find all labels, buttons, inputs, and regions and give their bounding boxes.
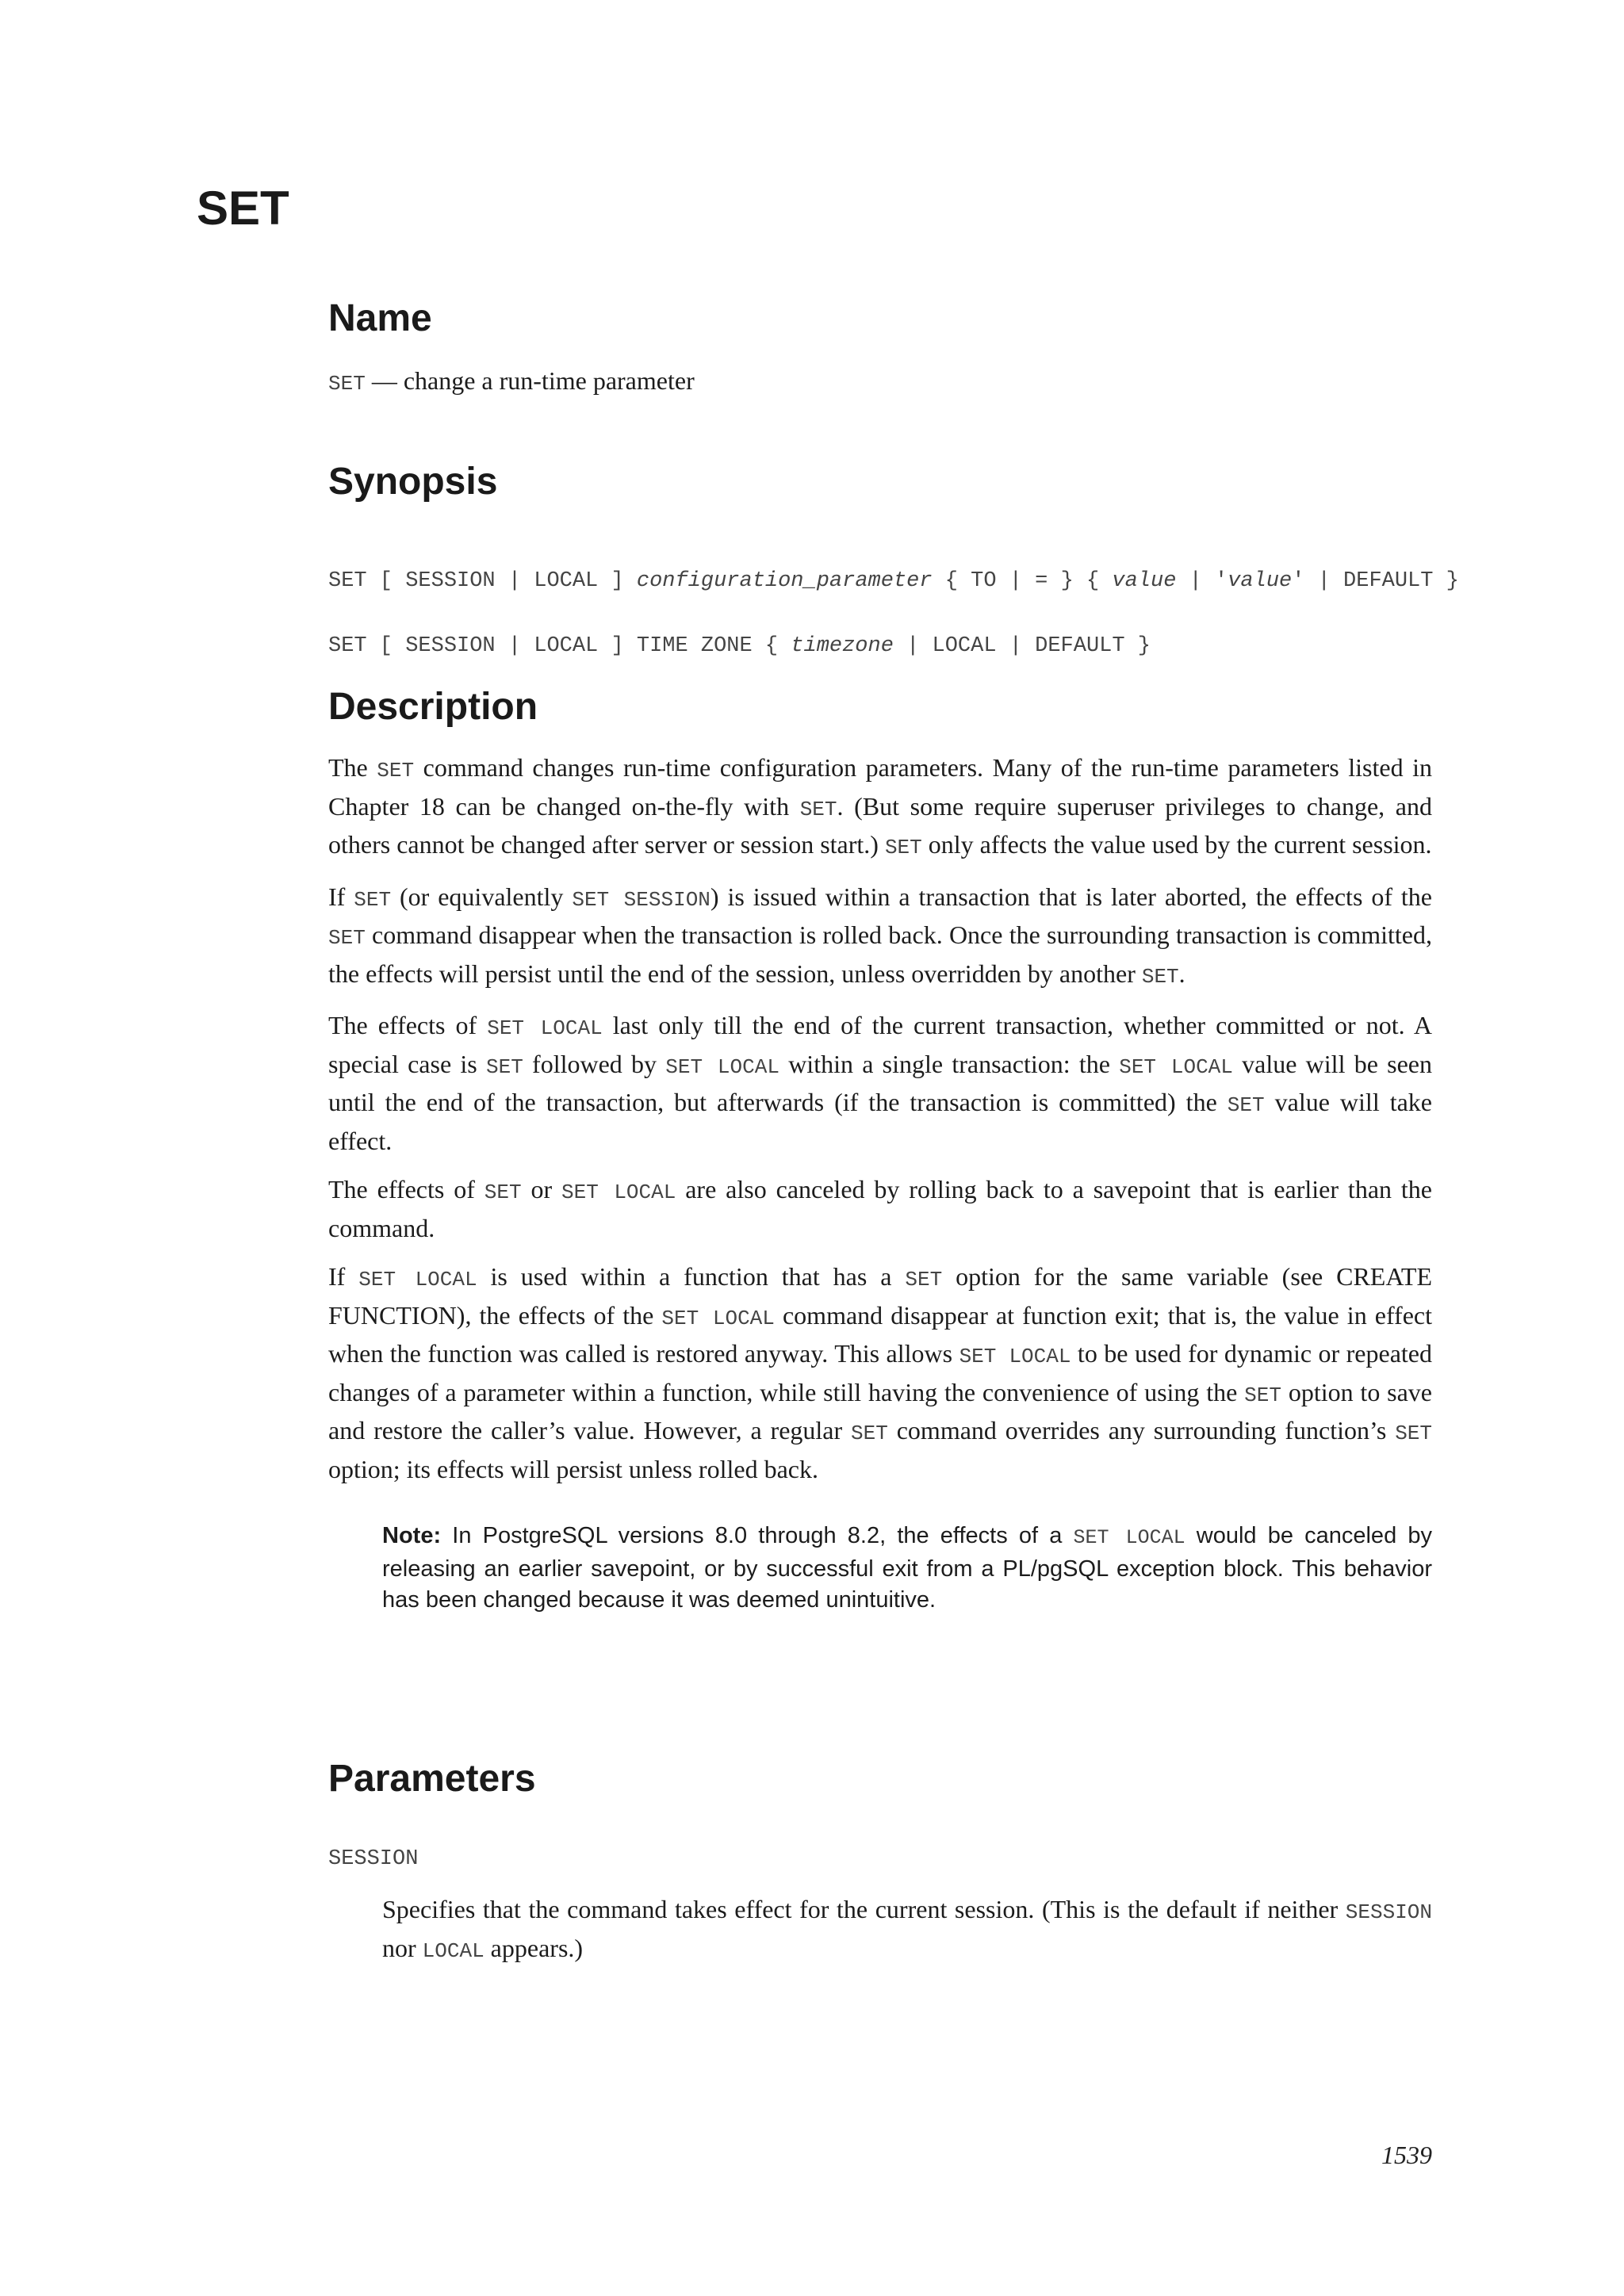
syn-replaceable: value: [1228, 569, 1293, 593]
name-summary: [328, 363, 1432, 402]
syn-text: | LOCAL | DEFAULT }: [893, 634, 1151, 658]
parameters-section: [328, 1757, 1432, 1800]
name-heading: Name: [328, 297, 432, 339]
description-paragraph: The SET command changes run-time configuration parameters. Many of the run-time parameters listed in Chapter 18 can be changed on-the-fly with SET. (But some require superuser privileges to change, and others cannot be changed after server or session start.) SET only affects the value used by the current session.: [328, 753, 1433, 859]
synopsis-line: [328, 565, 1597, 598]
description-paragraph: The effects of SET LOCAL last only till the end of the current transaction, whether committed or not. A special case is SET followed by SET LOCAL within a single transaction: the SET LOCAL value will be seen until the end of the transaction, but afterwards (if the transaction is committed) the SET value will take effect.: [328, 1011, 1433, 1155]
syn-text: | ': [1176, 569, 1228, 593]
page-number: 1539: [1381, 2141, 1432, 2169]
syn-text: SET [ SESSION | LOCAL ]: [328, 569, 637, 593]
description-paragraph: If SET (or equivalently SET SESSION) is issued within a transaction that is later aborted, the effects of the SET command disappear when the transaction is rolled back. Once the surrounding transaction is committed, the effects will persist until the end of the session, unless overridden by another SET.: [328, 882, 1433, 989]
command-summary: — change a run-time parameter: [365, 366, 695, 395]
description-heading: Description: [328, 686, 538, 728]
command-name: SET: [328, 372, 366, 396]
description-section: [328, 685, 1432, 729]
parameter-definition: Specifies that the command takes effect for the current session. (This is the default if neither SESSION nor LOCAL appears.): [382, 1895, 1432, 1963]
syn-replaceable: timezone: [791, 634, 894, 658]
syn-replaceable: value: [1112, 569, 1177, 593]
parameter-term: SESSION: [328, 1847, 419, 1871]
description-paragraph: If SET LOCAL is used within a function that has a SET option for the same variable (see CREATE FUNCTION), the effects of the SET LOCAL command disappear at function exit; that is, the value in effect when the function was called is restored anyway. This allows SET LOCAL to be used for dynamic or repeated changes of a parameter within a function, while still having the convenience of using the SET option to save and restore the caller’s value. However, a regular SET command overrides any surrounding function’s SET option; its effects will persist unless rolled back.: [328, 1262, 1433, 1483]
note-block: Note: In PostgreSQL versions 8.0 through 8.2, the effects of a SET LOCAL would be canceled by releasing an earlier savepoint, or by successful exit from a PL/pgSQL exception block. This behavior has been changed because it was deemed unintuitive.: [382, 1523, 1432, 1613]
description-paragraph: The effects of SET or SET LOCAL are also canceled by rolling back to a savepoint that is earlier than the command.: [328, 1175, 1433, 1242]
syn-text: { TO | = } {: [932, 569, 1113, 593]
syn-text: SET [ SESSION | LOCAL ] TIME ZONE {: [328, 634, 791, 658]
parameters-heading: Parameters: [328, 1758, 536, 1800]
synopsis-heading: Synopsis: [328, 461, 498, 503]
synopsis-line: [328, 630, 1597, 663]
page-title: SET: [197, 182, 289, 235]
name-section: [328, 297, 1432, 340]
synopsis-section: [328, 460, 1432, 503]
description-body: [328, 750, 1432, 1500]
synopsis-block: [328, 533, 1597, 695]
note-label: Note:: [382, 1523, 442, 1548]
syn-text: ' | DEFAULT }: [1292, 569, 1459, 593]
syn-replaceable: configuration_parameter: [636, 569, 933, 593]
